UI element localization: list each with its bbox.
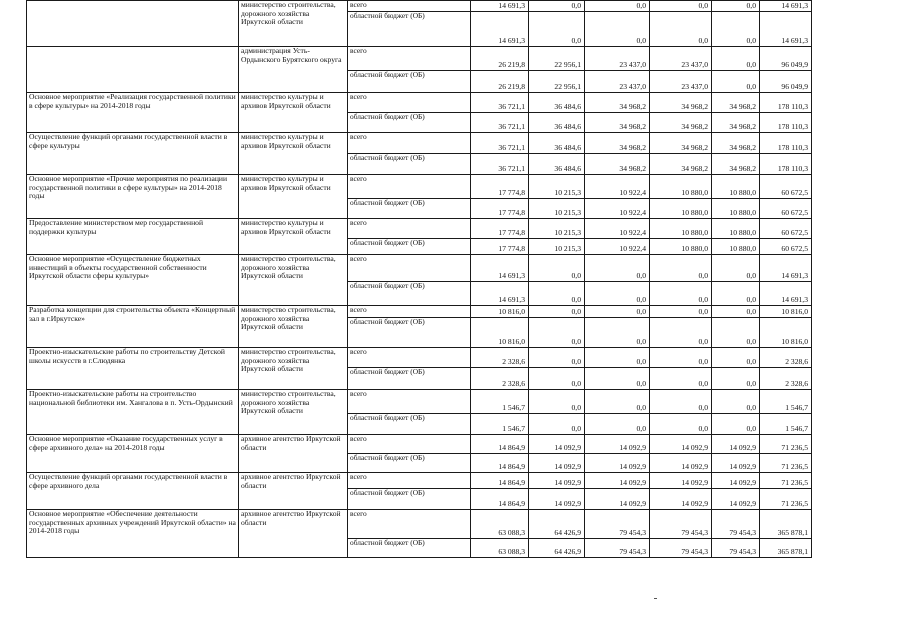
amount-cell: 14 864,9 [471, 435, 529, 454]
amount-cell: 0,0 [585, 318, 650, 348]
table-row-total [27, 175, 812, 199]
executor-cell: архивное агентство Иркутской области [239, 473, 348, 510]
amount-cell: 2 328,6 [471, 348, 529, 368]
amount-cell: 0,0 [585, 390, 650, 414]
amount-total-cell: 14 691,3 [760, 12, 812, 47]
amount-cell: 34 968,2 [650, 113, 712, 133]
activity-cell: Проектно-изыскательские работы на строительство национальной библиотеки им. Хангалова в п. Усть-Ордынский [27, 390, 239, 435]
funding-source-cell: областной бюджет (ОБ) [348, 154, 471, 175]
amount-cell: 0,0 [712, 390, 760, 414]
funding-source-cell: всего [348, 47, 471, 71]
executor-cell: министерство строительства, дорожного хозяйства Иркутской области [239, 306, 348, 348]
amount-cell: 0,0 [585, 348, 650, 368]
funding-source-cell: всего [348, 306, 471, 318]
amount-cell: 14 092,9 [529, 489, 585, 510]
funding-source-cell: областной бюджет (ОБ) [348, 414, 471, 435]
amount-cell: 14 864,9 [471, 454, 529, 473]
amount-total-cell: 2 328,6 [760, 348, 812, 368]
amount-cell: 0,0 [650, 390, 712, 414]
amount-cell: 14 092,9 [585, 473, 650, 489]
amount-cell: 10 215,3 [529, 175, 585, 199]
amount-cell: 10 880,0 [712, 219, 760, 239]
amount-cell: 23 437,0 [650, 47, 712, 71]
amount-cell: 23 437,0 [585, 47, 650, 71]
amount-total-cell: 10 816,0 [760, 318, 812, 348]
amount-total-cell: 60 672,5 [760, 199, 812, 219]
amount-cell: 0,0 [712, 282, 760, 306]
amount-cell: 34 968,2 [585, 133, 650, 154]
activity-cell [27, 1, 239, 47]
amount-cell: 22 956,1 [529, 47, 585, 71]
funding-source-cell: всего [348, 93, 471, 113]
amount-total-cell: 60 672,5 [760, 219, 812, 239]
amount-total-cell: 1 546,7 [760, 414, 812, 435]
amount-cell: 0,0 [529, 12, 585, 47]
amount-total-cell: 14 691,3 [760, 1, 812, 12]
funding-source-cell: областной бюджет (ОБ) [348, 454, 471, 473]
funding-source-cell: областной бюджет (ОБ) [348, 199, 471, 219]
amount-cell: 14 092,9 [585, 489, 650, 510]
amount-cell: 64 426,9 [529, 539, 585, 558]
executor-cell: министерство культуры и архивов Иркутской области [239, 219, 348, 255]
amount-total-cell: 1 546,7 [760, 390, 812, 414]
amount-cell: 36 721,1 [471, 93, 529, 113]
amount-cell: 0,0 [712, 47, 760, 71]
amount-cell: 34 968,2 [585, 113, 650, 133]
table-row-total [27, 219, 812, 239]
executor-cell: администрация Усть-Ордынского Бурятского округа [239, 47, 348, 93]
amount-cell: 10 922,4 [585, 219, 650, 239]
amount-cell: 2 328,6 [471, 368, 529, 390]
amount-cell: 14 092,9 [529, 435, 585, 454]
amount-cell: 10 816,0 [471, 318, 529, 348]
amount-cell: 0,0 [712, 318, 760, 348]
amount-cell: 34 968,2 [712, 133, 760, 154]
amount-total-cell: 71 236,5 [760, 435, 812, 454]
amount-cell: 0,0 [585, 12, 650, 47]
amount-cell: 10 880,0 [712, 199, 760, 219]
amount-cell: 14 691,3 [471, 282, 529, 306]
amount-cell: 63 088,3 [471, 510, 529, 539]
funding-source-cell: областной бюджет (ОБ) [348, 539, 471, 558]
funding-source-cell: всего [348, 435, 471, 454]
funding-source-cell: областной бюджет (ОБ) [348, 113, 471, 133]
amount-cell: 34 968,2 [712, 93, 760, 113]
amount-cell: 14 864,9 [471, 473, 529, 489]
amount-cell: 14 092,9 [585, 435, 650, 454]
amount-total-cell: 2 328,6 [760, 368, 812, 390]
amount-total-cell: 10 816,0 [760, 306, 812, 318]
amount-total-cell: 365 878,1 [760, 539, 812, 558]
amount-cell: 0,0 [712, 255, 760, 282]
executor-cell: архивное агентство Иркутской области [239, 435, 348, 473]
amount-cell: 0,0 [529, 414, 585, 435]
amount-cell: 14 092,9 [650, 454, 712, 473]
table-row-total [27, 510, 812, 539]
amount-cell: 10 880,0 [712, 175, 760, 199]
amount-cell: 0,0 [650, 368, 712, 390]
executor-cell: министерство культуры и архивов Иркутской области [239, 175, 348, 219]
amount-total-cell: 71 236,5 [760, 489, 812, 510]
activity-cell: Осуществление функций органами государственной власти в сфере архивного дела [27, 473, 239, 510]
amount-cell: 10 880,0 [712, 239, 760, 255]
table-row-total [27, 47, 812, 71]
amount-cell: 10 880,0 [650, 175, 712, 199]
funding-source-cell: всего [348, 390, 471, 414]
executor-cell: министерство культуры и архивов Иркутской области [239, 93, 348, 133]
amount-cell: 14 092,9 [712, 489, 760, 510]
amount-cell: 0,0 [650, 414, 712, 435]
funding-source-cell: всего [348, 1, 471, 12]
amount-cell: 79 454,3 [712, 510, 760, 539]
amount-cell: 1 546,7 [471, 414, 529, 435]
amount-cell: 0,0 [529, 348, 585, 368]
amount-cell: 14 092,9 [712, 473, 760, 489]
amount-cell: 34 968,2 [650, 154, 712, 175]
activity-cell: Разработка концепции для строительства объекта «Концертный зал в г.Иркутске» [27, 306, 239, 348]
amount-cell: 17 774,8 [471, 219, 529, 239]
funding-source-cell: всего [348, 510, 471, 539]
funding-source-cell: областной бюджет (ОБ) [348, 368, 471, 390]
amount-cell: 14 864,9 [471, 489, 529, 510]
funding-source-cell: областной бюджет (ОБ) [348, 12, 471, 47]
activity-cell: Основное мероприятие «Прочие мероприятия по реализации государственной политики в сфере культуры» на 2014-2018 годы [27, 175, 239, 219]
amount-cell: 0,0 [712, 12, 760, 47]
amount-cell: 1 546,7 [471, 390, 529, 414]
scan-speck [654, 598, 657, 599]
amount-cell: 23 437,0 [650, 71, 712, 93]
amount-cell: 10 922,4 [585, 199, 650, 219]
activity-cell [27, 47, 239, 93]
amount-total-cell: 178 110,3 [760, 113, 812, 133]
amount-cell: 79 454,3 [712, 539, 760, 558]
amount-total-cell: 60 672,5 [760, 175, 812, 199]
amount-cell: 0,0 [529, 318, 585, 348]
activity-cell: Основное мероприятие «Обеспечение деятельности государственных архивных учреждений Иркутской области» на 2014-2018 годы [27, 510, 239, 558]
amount-cell: 10 215,3 [529, 239, 585, 255]
amount-cell: 26 219,8 [471, 47, 529, 71]
table-row-total [27, 133, 812, 154]
amount-cell: 17 774,8 [471, 239, 529, 255]
table-row-total [27, 306, 812, 318]
amount-total-cell: 365 878,1 [760, 510, 812, 539]
amount-cell: 34 968,2 [650, 133, 712, 154]
executor-cell: министерство строительства, дорожного хозяйства Иркутской области [239, 348, 348, 390]
amount-cell: 14 092,9 [529, 454, 585, 473]
amount-cell: 14 092,9 [712, 435, 760, 454]
funding-source-cell: всего [348, 473, 471, 489]
amount-cell: 0,0 [650, 306, 712, 318]
amount-cell: 36 484,6 [529, 93, 585, 113]
amount-cell: 79 454,3 [650, 510, 712, 539]
amount-cell: 14 691,3 [471, 1, 529, 12]
funding-source-cell: областной бюджет (ОБ) [348, 489, 471, 510]
amount-cell: 10 215,3 [529, 219, 585, 239]
funding-source-cell: всего [348, 133, 471, 154]
activity-cell: Осуществление функций органами государственной власти в сфере культуры [27, 133, 239, 175]
amount-cell: 0,0 [529, 368, 585, 390]
amount-cell: 26 219,8 [471, 71, 529, 93]
executor-cell: архивное агентство Иркутской области [239, 510, 348, 558]
amount-cell: 14 092,9 [712, 454, 760, 473]
amount-cell: 14 691,3 [471, 255, 529, 282]
activity-cell: Основное мероприятие «Реализация государственной политики в сфере культуры» на 2014-2018 годы [27, 93, 239, 133]
amount-cell: 10 816,0 [471, 306, 529, 318]
amount-cell: 14 092,9 [650, 473, 712, 489]
amount-total-cell: 71 236,5 [760, 473, 812, 489]
amount-cell: 22 956,1 [529, 71, 585, 93]
amount-cell: 14 092,9 [585, 454, 650, 473]
amount-total-cell: 60 672,5 [760, 239, 812, 255]
amount-cell: 23 437,0 [585, 71, 650, 93]
amount-cell: 0,0 [712, 414, 760, 435]
amount-cell: 79 454,3 [650, 539, 712, 558]
amount-cell: 10 922,4 [585, 239, 650, 255]
amount-cell: 0,0 [585, 306, 650, 318]
activity-cell: Основное мероприятие «Осуществление бюджетных инвестиций в объекты государственной собственности Иркутской области сферы культуры» [27, 255, 239, 306]
table-row-total [27, 348, 812, 368]
amount-cell: 36 484,6 [529, 133, 585, 154]
amount-cell: 0,0 [529, 282, 585, 306]
executor-cell: министерство культуры и архивов Иркутской области [239, 133, 348, 175]
table-row-total [27, 473, 812, 489]
amount-total-cell: 178 110,3 [760, 154, 812, 175]
funding-source-cell: областной бюджет (ОБ) [348, 282, 471, 306]
amount-cell: 34 968,2 [585, 154, 650, 175]
funding-source-cell: всего [348, 348, 471, 368]
amount-cell: 0,0 [712, 71, 760, 93]
amount-cell: 0,0 [650, 318, 712, 348]
amount-cell: 10 880,0 [650, 239, 712, 255]
table-row-total [27, 1, 812, 12]
amount-cell: 0,0 [585, 368, 650, 390]
amount-total-cell: 96 049,9 [760, 47, 812, 71]
amount-cell: 0,0 [650, 12, 712, 47]
amount-cell: 0,0 [585, 282, 650, 306]
amount-cell: 0,0 [650, 282, 712, 306]
executor-cell: министерство строительства, дорожного хозяйства Иркутской области [239, 390, 348, 435]
amount-total-cell: 178 110,3 [760, 93, 812, 113]
amount-cell: 10 215,3 [529, 199, 585, 219]
amount-cell: 36 721,1 [471, 113, 529, 133]
amount-cell: 10 880,0 [650, 199, 712, 219]
amount-cell: 36 484,6 [529, 154, 585, 175]
amount-total-cell: 14 691,3 [760, 282, 812, 306]
funding-source-cell: областной бюджет (ОБ) [348, 318, 471, 348]
amount-cell: 34 968,2 [650, 93, 712, 113]
funding-source-cell: областной бюджет (ОБ) [348, 71, 471, 93]
amount-cell: 36 721,1 [471, 154, 529, 175]
amount-total-cell: 178 110,3 [760, 133, 812, 154]
funding-source-cell: всего [348, 219, 471, 239]
executor-cell: министерство строительства, дорожного хозяйства Иркутской области [239, 255, 348, 306]
amount-cell: 17 774,8 [471, 199, 529, 219]
amount-cell: 0,0 [585, 255, 650, 282]
amount-cell: 14 092,9 [650, 489, 712, 510]
amount-cell: 34 968,2 [712, 154, 760, 175]
amount-cell: 0,0 [585, 414, 650, 435]
amount-cell: 0,0 [650, 1, 712, 12]
amount-cell: 64 426,9 [529, 510, 585, 539]
amount-cell: 34 968,2 [712, 113, 760, 133]
amount-cell: 79 454,3 [585, 510, 650, 539]
amount-cell: 63 088,3 [471, 539, 529, 558]
amount-cell: 0,0 [712, 348, 760, 368]
amount-cell: 0,0 [712, 306, 760, 318]
table-row-total [27, 390, 812, 414]
funding-source-cell: областной бюджет (ОБ) [348, 239, 471, 255]
amount-cell: 0,0 [529, 255, 585, 282]
amount-total-cell: 71 236,5 [760, 454, 812, 473]
amount-total-cell: 96 049,9 [760, 71, 812, 93]
amount-cell: 14 691,3 [471, 12, 529, 47]
activity-cell: Основное мероприятие «Оказание государственных услуг в сфере архивного дела» на 2014-2018 годы [27, 435, 239, 473]
amount-cell: 0,0 [712, 1, 760, 12]
activity-cell: Предоставление министерством мер государственной поддержки культуры [27, 219, 239, 255]
activity-cell: Проектно-изыскательские работы по строительству Детской школы искусств в г.Слюдянка [27, 348, 239, 390]
executor-cell: министерство строительства, дорожного хозяйства Иркутской области [239, 1, 348, 47]
budget-table [26, 0, 812, 558]
amount-total-cell: 14 691,3 [760, 255, 812, 282]
amount-cell: 10 880,0 [650, 219, 712, 239]
amount-cell: 0,0 [529, 390, 585, 414]
amount-cell: 36 484,6 [529, 113, 585, 133]
funding-source-cell: всего [348, 175, 471, 199]
amount-cell: 14 092,9 [529, 473, 585, 489]
amount-cell: 0,0 [585, 1, 650, 12]
amount-cell: 0,0 [529, 306, 585, 318]
table-row-total [27, 93, 812, 113]
amount-cell: 10 922,4 [585, 175, 650, 199]
amount-cell: 36 721,1 [471, 133, 529, 154]
amount-cell: 0,0 [712, 368, 760, 390]
amount-cell: 14 092,9 [650, 435, 712, 454]
amount-cell: 34 968,2 [585, 93, 650, 113]
funding-source-cell: всего [348, 255, 471, 282]
table-row-total [27, 255, 812, 282]
amount-cell: 0,0 [650, 348, 712, 368]
budget-table-page [26, 0, 811, 588]
amount-cell: 79 454,3 [585, 539, 650, 558]
table-row-total [27, 435, 812, 454]
amount-cell: 17 774,8 [471, 175, 529, 199]
amount-cell: 0,0 [529, 1, 585, 12]
amount-cell: 0,0 [650, 255, 712, 282]
